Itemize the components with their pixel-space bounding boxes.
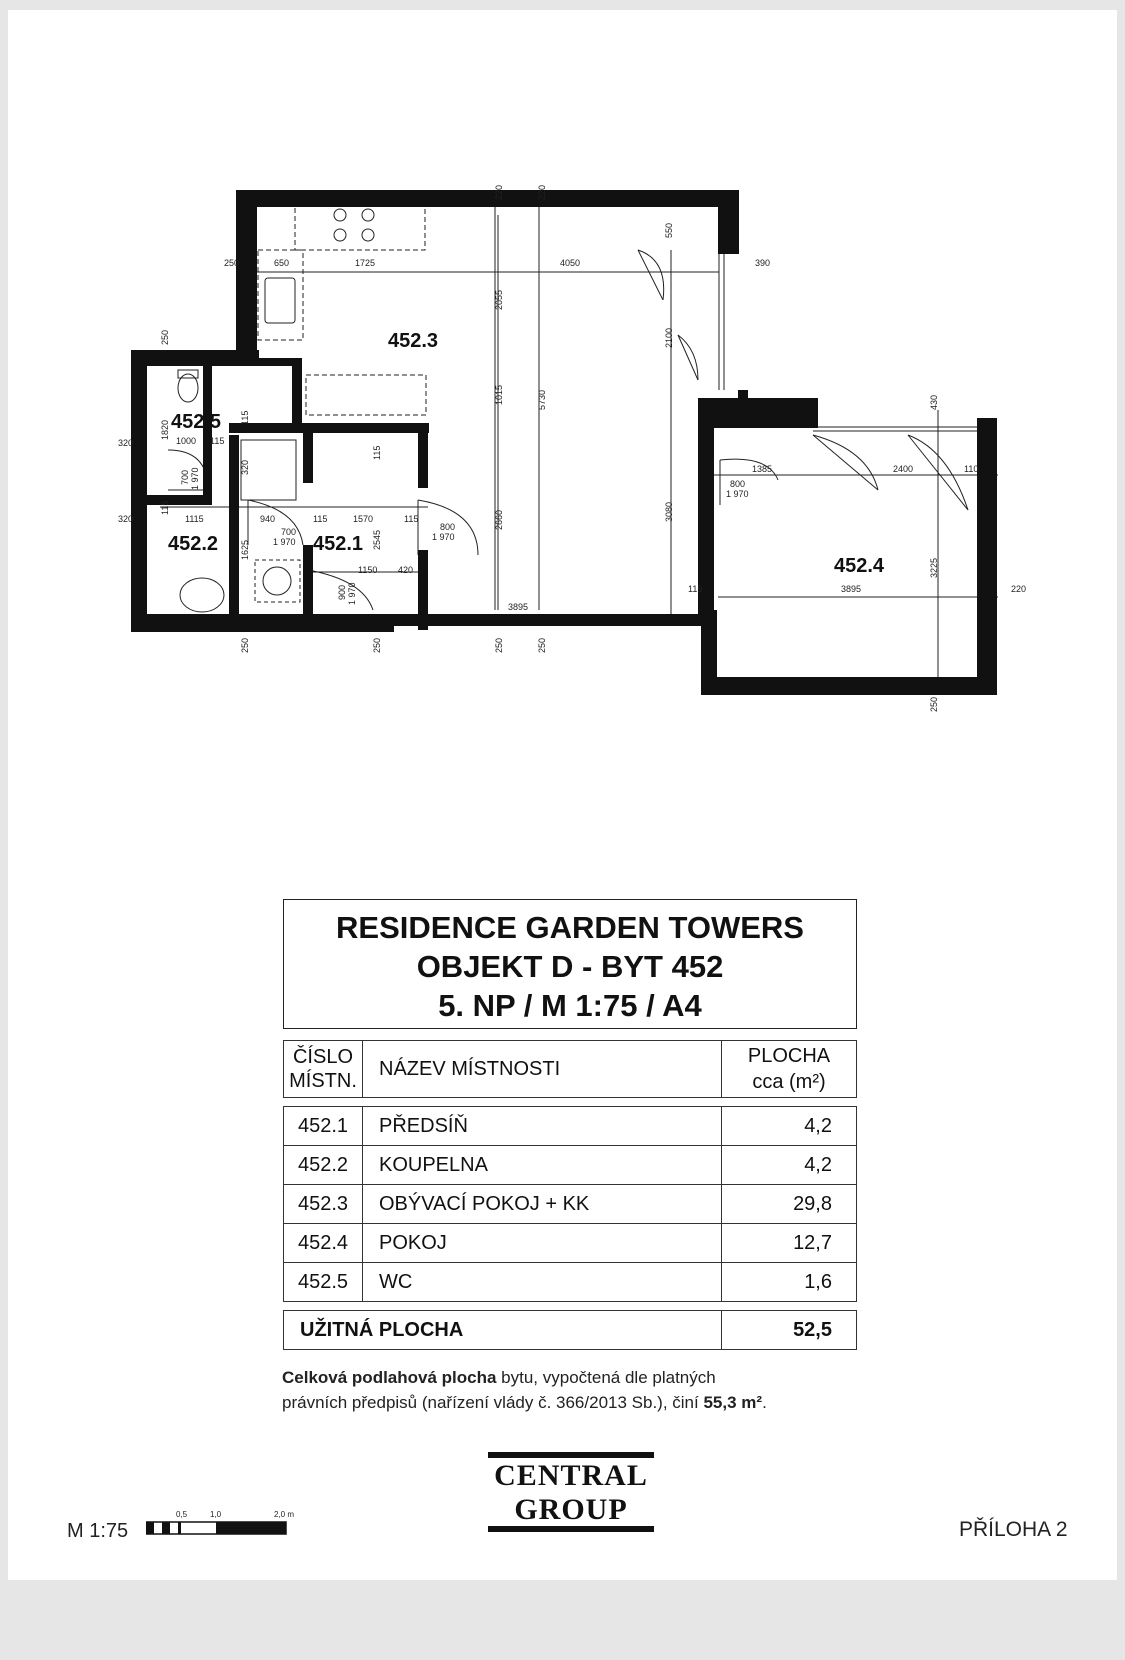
dimension-label: 420 — [398, 565, 414, 575]
project-name: RESIDENCE GARDEN TOWERS — [336, 910, 804, 945]
dimension-label: 5730 — [537, 389, 547, 410]
room-label-452-1: 452.1 — [313, 533, 364, 555]
dimension-label: 115 — [160, 500, 170, 515]
table-row — [284, 1146, 857, 1185]
dimension-label: 250 — [240, 637, 250, 653]
dimension-label: 1625 — [240, 539, 250, 560]
room-label-452-2: 452.2 — [168, 533, 219, 555]
dimension-label: 900 — [337, 584, 347, 600]
dimension-label: 700 — [180, 469, 190, 485]
dimension-label: 3895 — [841, 584, 862, 594]
room-name: OBÝVACÍ POKOJ + KK — [363, 1185, 722, 1224]
dimension-label: 2400 — [893, 464, 914, 474]
dimension-label: 2055 — [494, 289, 504, 310]
dimension-label: 220 — [1011, 584, 1027, 594]
header-area-line2: cca (m²) — [752, 1071, 826, 1093]
dimension-label: 2100 — [664, 327, 674, 348]
room-area: 12,7 — [722, 1224, 857, 1263]
room-number: 452.3 — [284, 1185, 363, 1224]
dimension-label: 250 — [160, 329, 170, 345]
note-bold-term: Celková podlahová plocha — [282, 1368, 497, 1387]
dimension-label: 1 970 — [347, 582, 357, 605]
room-label-452-4: 452.4 — [834, 555, 885, 577]
dimension-label: 1725 — [355, 258, 376, 268]
dimension-label: 1 970 — [190, 467, 200, 490]
room-number: 452.5 — [284, 1263, 363, 1302]
dimension-label: 1 970 — [432, 532, 455, 542]
room-name: POKOJ — [363, 1224, 722, 1263]
dimension-label: 250 — [372, 637, 382, 653]
logo-line1: CENTRAL — [494, 1459, 648, 1492]
scale-bar — [146, 1505, 296, 1540]
room-label-452-3: 452.3 — [388, 330, 439, 352]
note-text-3: . — [762, 1393, 767, 1412]
room-name: PŘEDSÍŇ — [363, 1107, 722, 1146]
dimension-label: 700 — [281, 527, 297, 537]
dimension-label: 115 — [210, 436, 225, 446]
dimension-label: 115 — [404, 514, 419, 524]
dimension-label: 800 — [440, 522, 456, 532]
dimension-label: 115 — [372, 445, 382, 460]
note-text-1: bytu, vypočtená dle platných — [496, 1368, 716, 1387]
header-number-line1: ČÍSLO — [292, 1046, 354, 1068]
dimension-label: 550 — [664, 222, 674, 238]
dimension-label: 110 — [964, 464, 979, 474]
dimension-label: 220 — [494, 184, 504, 200]
dimension-label: 320 — [118, 438, 134, 448]
scale-label: M 1:75 — [67, 1520, 129, 1542]
dimension-label: 2660 — [494, 509, 504, 530]
room-area: 4,2 — [722, 1107, 857, 1146]
room-name: WC — [363, 1263, 722, 1302]
room-label-452-5: 452.5 — [171, 411, 222, 433]
central-group-logo — [488, 1452, 654, 1532]
dimension-label: 1 970 — [273, 537, 296, 547]
scale-tick-label: 1,0 — [210, 1510, 222, 1519]
unit-name: OBJEKT D - BYT 452 — [416, 949, 724, 984]
table-row — [284, 1263, 857, 1302]
title-block — [283, 899, 857, 1029]
col-number-header — [284, 1041, 363, 1098]
dimension-label: 220 — [537, 184, 547, 200]
dimension-label: 3225 — [929, 557, 939, 578]
dimension-label: 320 — [240, 459, 250, 475]
dimension-label: 4050 — [560, 258, 581, 268]
dimension-label: 250 — [929, 696, 939, 712]
appendix-label: PŘÍLOHA 2 — [959, 1518, 1068, 1541]
room-name: KOUPELNA — [363, 1146, 722, 1185]
room-table — [283, 1040, 857, 1350]
room-number: 452.4 — [284, 1224, 363, 1263]
dimension-label: 320 — [118, 514, 134, 524]
room-area: 4,2 — [722, 1146, 857, 1185]
table-header — [284, 1041, 857, 1098]
room-number: 452.1 — [284, 1107, 363, 1146]
note-text-2: právních předpisů (nařízení vlády č. 366/2013 Sb.), činí — [282, 1393, 704, 1412]
dimension-label: 250 — [494, 637, 504, 653]
document-sheet — [8, 10, 1117, 1580]
dimension-label: 250 — [224, 258, 240, 268]
header-number-line2: MÍSTN. — [289, 1070, 357, 1092]
dimension-label: 1000 — [176, 436, 197, 446]
dimension-label: 1150 — [358, 565, 378, 575]
note-total-area: 55,3 m² — [703, 1393, 763, 1412]
total-label: UŽITNÁ PLOCHA — [284, 1311, 722, 1350]
header-area-line1: PLOCHA — [747, 1045, 831, 1067]
dimension-label: 1570 — [353, 514, 374, 524]
dimension-label: 800 — [730, 479, 746, 489]
table-row — [284, 1107, 857, 1146]
dimension-label: 3080 — [664, 501, 674, 522]
total-row — [284, 1311, 857, 1350]
dimension-label: 1115 — [185, 514, 204, 524]
floor-scale: 5. NP / M 1:75 / A4 — [438, 988, 702, 1023]
dimension-label: 115 — [240, 410, 250, 425]
dimension-label: 1 970 — [726, 489, 749, 499]
dimension-label: 1820 — [160, 419, 170, 440]
dimension-label: 115 — [688, 584, 703, 594]
dimension-label: 650 — [274, 258, 290, 268]
total-value: 52,5 — [722, 1311, 857, 1350]
col-area-header — [722, 1041, 857, 1098]
table-row — [284, 1185, 857, 1224]
area-note — [282, 1365, 882, 1415]
dimension-label: 940 — [260, 514, 276, 524]
dimension-label: 1015 — [494, 384, 504, 405]
dimension-label: 2545 — [372, 529, 382, 550]
dimension-label: 250 — [537, 637, 547, 653]
dimension-label: 3895 — [508, 602, 529, 612]
dimension-label: 430 — [929, 394, 939, 410]
dimension-label: 115 — [313, 514, 328, 524]
floor-plan — [8, 10, 1117, 730]
scale-tick-label: 0,5 — [176, 1510, 188, 1519]
dimension-label: 1385 — [752, 464, 773, 474]
scale-tick-label: 2,0 m — [274, 1510, 295, 1519]
dimension-label: 390 — [755, 258, 771, 268]
room-area: 29,8 — [722, 1185, 857, 1224]
room-area: 1,6 — [722, 1263, 857, 1302]
col-name-header: NÁZEV MÍSTNOSTI — [363, 1041, 722, 1098]
logo-line2: GROUP — [514, 1493, 628, 1526]
table-row — [284, 1224, 857, 1263]
room-number: 452.2 — [284, 1146, 363, 1185]
